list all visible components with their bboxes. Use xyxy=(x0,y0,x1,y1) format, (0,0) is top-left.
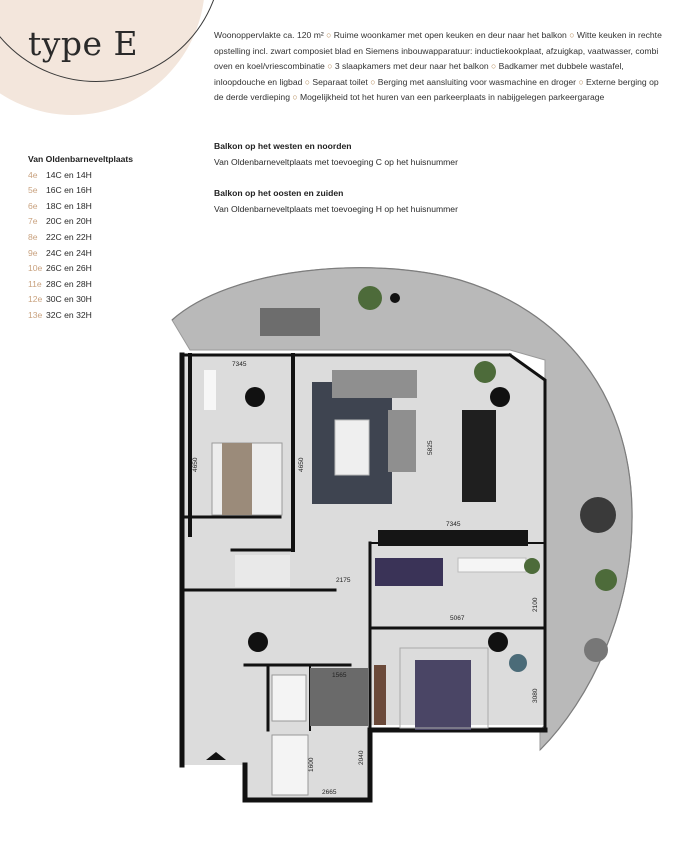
balcony-east-section xyxy=(214,186,664,217)
pendant-lamp xyxy=(490,387,510,407)
balcony-east-text: Van Oldenbarneveltplaats met toevoeging H op het huisnummer xyxy=(214,203,458,214)
dim-label: 2040 xyxy=(358,750,365,765)
pendant-lamp xyxy=(245,387,265,407)
separator-icon: ○ xyxy=(370,76,376,87)
separator-icon: ○ xyxy=(327,61,333,71)
dim-label: 4650 xyxy=(192,457,199,472)
list-item: 6e 18C en 18H xyxy=(28,200,92,211)
sofa xyxy=(332,370,417,398)
desc-item: Berging met aansluiting voor wasmachine en droger xyxy=(377,76,577,87)
dim-label: 5825 xyxy=(427,440,434,455)
list-item: 4e 14C en 14H xyxy=(28,169,92,180)
coffee-table xyxy=(335,420,369,475)
balcony-lamp xyxy=(390,293,400,303)
pendant-lamp xyxy=(488,632,508,652)
list-item: 13e 32C en 32H xyxy=(28,309,92,320)
plant-icon xyxy=(595,569,617,591)
dim-label: 2665 xyxy=(322,789,337,796)
separator-icon: ○ xyxy=(304,76,310,87)
dim-label: 7345 xyxy=(232,361,247,368)
balcony-west-heading: Balkon op het westen en noorden xyxy=(214,141,352,151)
dining-table xyxy=(462,410,496,502)
bed-right xyxy=(415,660,471,730)
toilet-room xyxy=(235,555,290,587)
floor-plan xyxy=(160,260,640,840)
plant-icon xyxy=(474,361,496,383)
dim-label: 2100 xyxy=(532,597,539,612)
plant-icon xyxy=(524,558,540,574)
desc-item: Externe berging op de derde verdieping xyxy=(214,76,659,102)
address-list xyxy=(28,152,133,324)
dim-label: 3080 xyxy=(532,688,539,703)
address-list-heading: Van Oldenbarneveltplaats xyxy=(28,154,134,164)
sideboard xyxy=(204,370,216,410)
dim-label: 1565 xyxy=(332,672,347,679)
separator-icon: ○ xyxy=(326,30,332,40)
dim-label: 7345 xyxy=(446,521,461,528)
dim-label: 1600 xyxy=(308,757,315,772)
vanity xyxy=(272,675,306,721)
desk xyxy=(375,558,443,586)
chair-icon xyxy=(509,654,527,672)
plant-icon xyxy=(358,286,382,310)
list-item: 10e 26C en 26H xyxy=(28,263,92,274)
kitchen-island xyxy=(458,558,526,572)
desc-item: Woonoppervlakte ca. 120 m² xyxy=(214,30,324,40)
list-item: 7e 20C en 20H xyxy=(28,216,92,227)
balcony-west-section xyxy=(214,139,664,170)
balcony-chair xyxy=(584,638,608,662)
list-item: 8e 22C en 22H xyxy=(28,231,92,242)
list-item: 9e 24C en 24H xyxy=(28,247,92,258)
list-item: 11e 28C en 28H xyxy=(28,278,92,289)
bed-throw xyxy=(222,443,252,515)
sofa-side xyxy=(388,410,416,472)
separator-icon: ○ xyxy=(578,76,584,87)
dim-label: 2175 xyxy=(336,577,351,584)
desc-item: Witte keuken in rechte opstelling incl. zwart composiet blad en Siemens inbouwapparatuur: inductiekookplaat, afzuigkap, vaatwasser, combi oven en koel/vriescombinatie xyxy=(214,30,662,71)
description xyxy=(214,28,664,106)
desc-item: Ruime woonkamer met open keuken en deur naar het balkon xyxy=(333,30,567,40)
desc-item: Separaat toilet xyxy=(312,76,368,87)
balcony-east-heading: Balkon op het oosten en zuiden xyxy=(214,188,344,198)
pendant-lamp xyxy=(248,632,268,652)
dim-label: 5067 xyxy=(450,615,465,622)
separator-icon: ○ xyxy=(292,92,298,102)
balcony-table xyxy=(580,497,616,533)
desc-item: 3 slaapkamers met deur naar het balkon xyxy=(334,61,489,71)
kitchen-counter xyxy=(378,530,528,546)
desc-item: Badkamer met dubbele wastafel, inloopdouche en ligbad xyxy=(214,61,624,87)
list-item: 12e 30C en 30H xyxy=(28,294,92,305)
separator-icon: ○ xyxy=(491,61,497,71)
balcony-west-text: Van Oldenbarneveltplaats met toevoeging C op het huisnummer xyxy=(214,156,458,167)
bathtub xyxy=(272,735,308,795)
dim-label: 4650 xyxy=(298,457,305,472)
list-item: 5e 16C en 16H xyxy=(28,185,92,196)
wardrobe xyxy=(374,665,386,725)
separator-icon: ○ xyxy=(569,30,575,40)
page-title: type E xyxy=(28,24,139,63)
balcony-bench xyxy=(260,308,320,336)
desc-item: Mogelijkheid tot het huren van een parkeerplaats in nabijgelegen parkeergarage xyxy=(299,92,605,102)
